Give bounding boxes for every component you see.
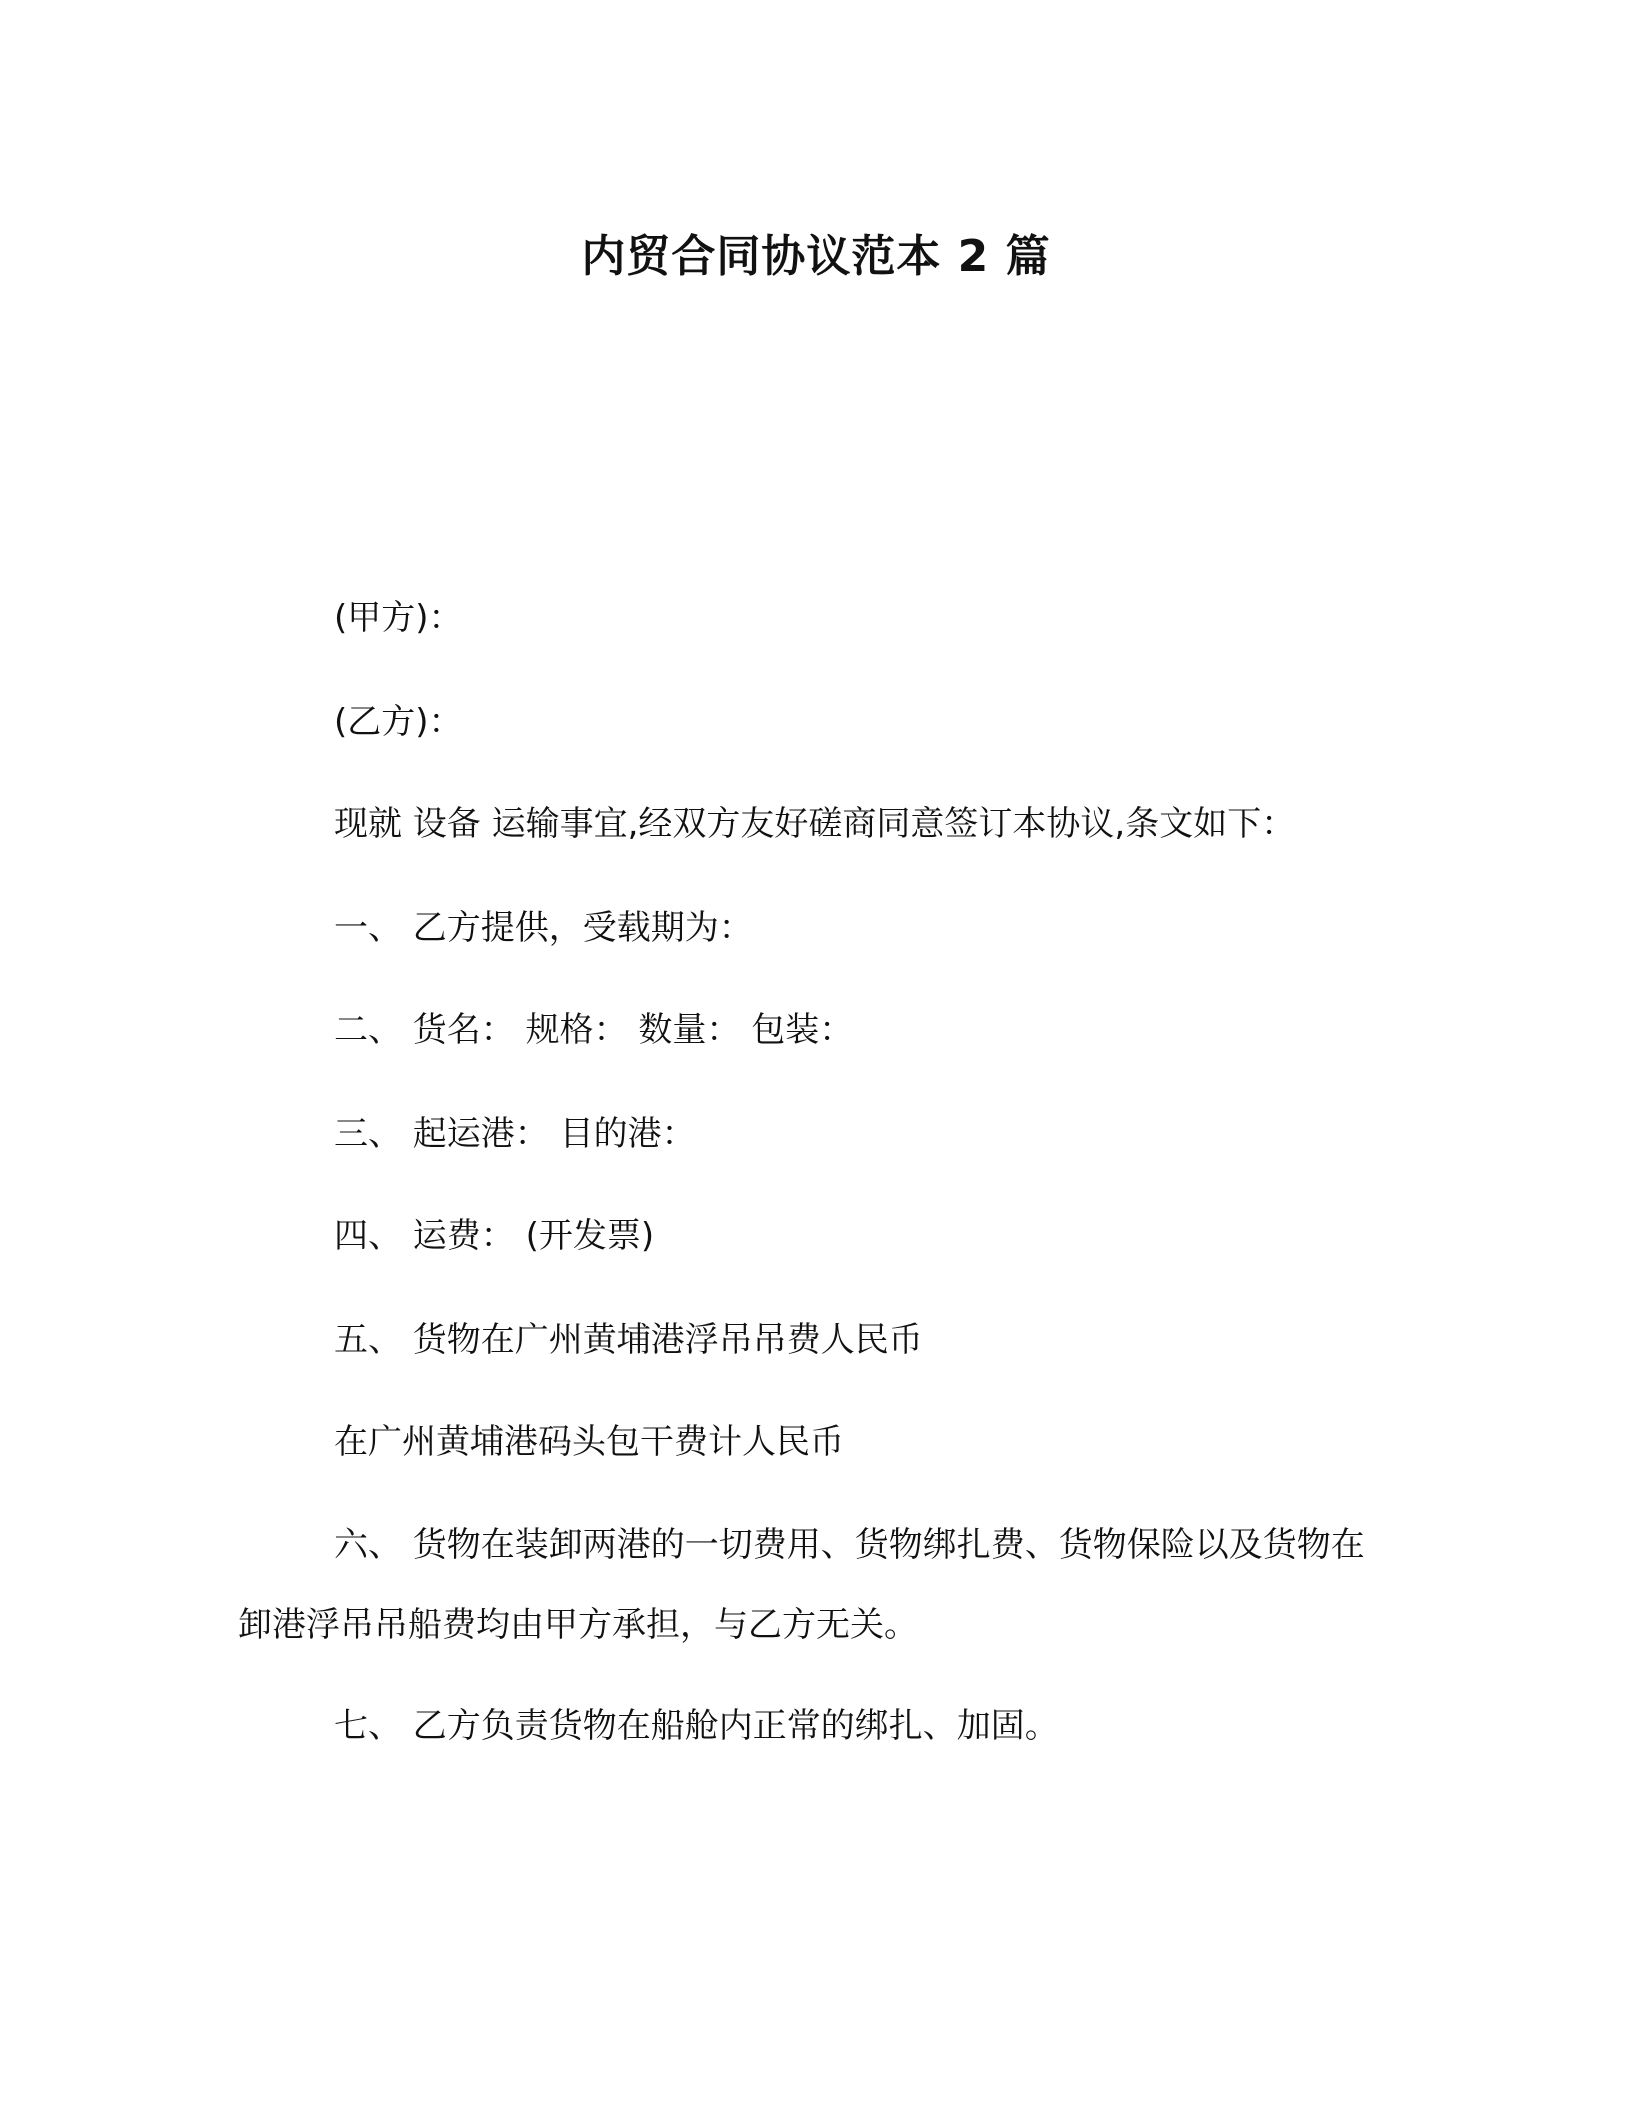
clause-five: 五、 货物在广州黄埔港浮吊吊费人民币 (334, 1320, 923, 1360)
party-a-line: (甲方)： (334, 598, 463, 638)
clause-five-continued: 在广州黄埔港码头包干费计人民币 (334, 1422, 844, 1462)
clause-six: 六、 货物在装卸两港的一切费用、货物绑扎费、货物保险以及货物在卸港浮吊吊船费均由甲方承担，与乙方无关。 (238, 1525, 1365, 1645)
preamble-line: 现就 设备 运输事宜,经双方友好磋商同意签订本协议,条文如下： (334, 804, 1296, 844)
clause-three: 三、 起运港： 目的港： (334, 1114, 696, 1154)
party-b-line: (乙方)： (334, 702, 463, 742)
clause-one: 一、 乙方提供，受载期为： (334, 908, 753, 948)
clause-four: 四、 运费： (开发票) (334, 1216, 655, 1256)
clause-two: 二、 货名： 规格： 数量： 包装： (334, 1010, 854, 1050)
document-title: 内贸合同协议范本 2 篇 (581, 231, 1051, 282)
clause-seven: 七、 乙方负责货物在船舱内正常的绑扎、加固。 (334, 1706, 1059, 1746)
